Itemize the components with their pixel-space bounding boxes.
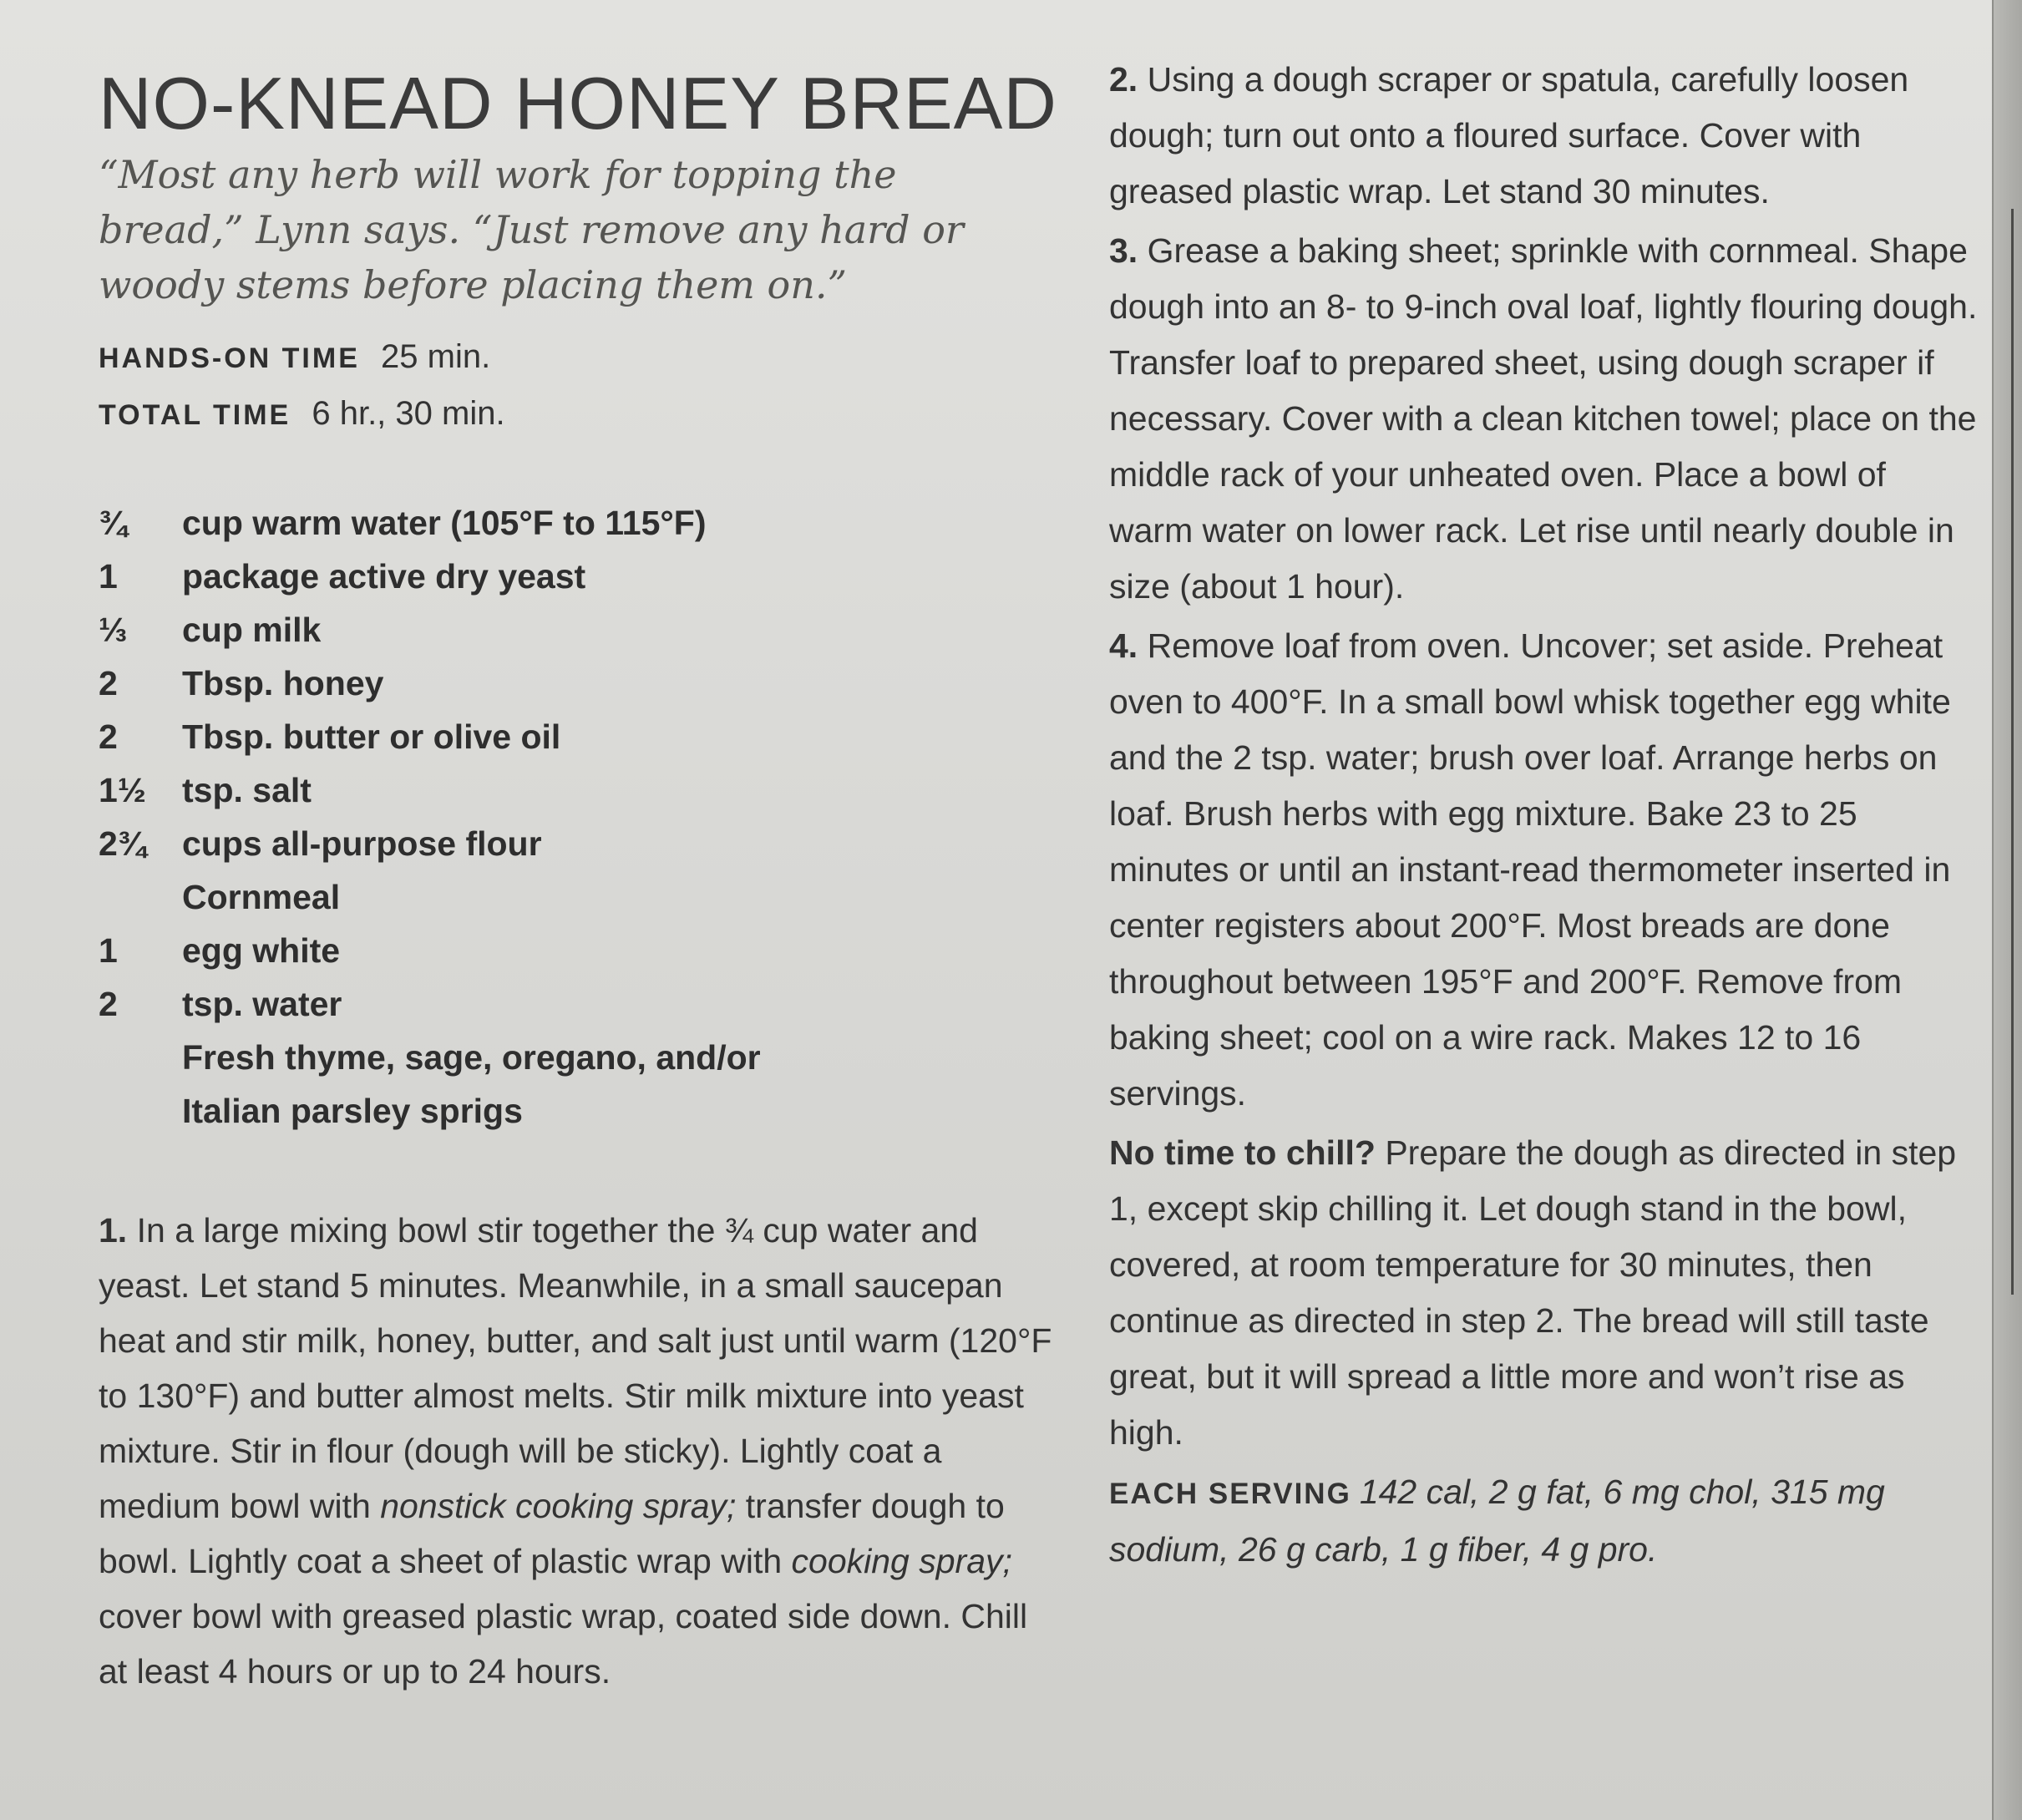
nutrition-info (1109, 1464, 1978, 1578)
ingredient-name: tsp. water (182, 985, 342, 1024)
step-3-text: Grease a baking sheet; sprinkle with cornmeal. Shape dough into an 8- to 9-inch oval loaf, lightly flouring dough. Transfer loaf to prepared sheet, using dough scraper if necessary. Cover with a clean kitchen towel; place on the middle rack of your unheated oven. Place a bowl of warm water on lower rack. Let rise until nearly double in size (about 1 hour). (1109, 231, 1978, 606)
ingredient-name: Cornmeal (182, 878, 341, 917)
ingredient-qty: 1½ (99, 771, 146, 810)
ingredient-name: Tbsp. honey (182, 664, 384, 703)
step-1-text-a: In a large mixing bowl stir together the ¾ cup water and yeast. Let stand 5 minutes. Meanwhile, in a small saucepan heat and stir milk, honey, butter, and salt just until warm (120°F to 130°F) and butter almost melts. Stir milk mixture into yeast mixture. Stir in flour (dough will be sticky). Lightly coat a medium bowl with (99, 1211, 1052, 1526)
right-column (1109, 52, 1978, 1581)
ingredient-name: cup warm water (105°F to 115°F) (182, 504, 707, 543)
ingredient-qty (99, 1084, 182, 1138)
ingredient-item (99, 977, 1059, 1031)
nutrition-text: 142 cal, 2 g fat, 6 mg chol, 315 mg sodium, 26 g carb, 1 g fiber, 4 g pro. (1109, 1473, 1885, 1569)
ingredient-qty: 2¾ (99, 824, 146, 864)
step-2-number: 2. (1109, 60, 1138, 99)
step-1 (99, 1203, 1059, 1699)
ingredient-item (99, 710, 1059, 763)
ingredient-item (99, 924, 1059, 977)
step-1-emphasis-a: nonstick cooking spray; (380, 1487, 737, 1526)
ingredient-qty (99, 1031, 182, 1084)
ingredient-qty: 1 (99, 557, 118, 596)
tip-text: Prepare the dough as directed in step 1, except skip chilling it. Let dough stand in the bowl, covered, at room temperature for 30 minutes, then continue as directed in step 2. The bread will still taste great, but it will spread a little more and won’t rise as high. (1109, 1133, 1957, 1452)
recipe-title: NO-KNEAD HONEY BREAD (99, 62, 1057, 144)
ingredient-qty: 2 (99, 664, 118, 703)
ingredient-item (99, 603, 1059, 657)
step-1-text-b: transfer dough to bowl. Lightly coat a sheet of plastic wrap with (99, 1487, 1005, 1581)
step-3 (1109, 223, 1978, 615)
ingredient-item (99, 1084, 1059, 1138)
step-2 (1109, 52, 1978, 220)
recipe-quote: “Most any herb will work for topping the bread,” Lynn says. “Just remove any hard or woody stems before placing them on.” (99, 152, 964, 308)
ingredient-name: Fresh thyme, sage, oregano, and/or (182, 1038, 761, 1077)
ingredient-qty (99, 870, 182, 924)
ingredient-name: egg white (182, 931, 341, 971)
step-3-number: 3. (1109, 231, 1138, 270)
hands-on-time-row (99, 329, 1059, 386)
ingredient-name: tsp. salt (182, 771, 312, 810)
step-1-text-c: cover bowl with greased plastic wrap, coated side down. Chill at least 4 hours or up to 24 hours. (99, 1597, 1028, 1691)
ingredient-qty: ¾ (99, 504, 128, 543)
total-time-value: 6 hr., 30 min. (312, 395, 505, 433)
step-2-text: Using a dough scraper or spatula, carefully loosen dough; turn out onto a floured surface. Cover with greased plastic wrap. Let stand 30 minutes. (1109, 60, 1909, 210)
tip-paragraph (1109, 1125, 1978, 1461)
column-rule (2011, 209, 2014, 1295)
ingredient-name: Italian parsley sprigs (182, 1092, 523, 1131)
ingredient-name: cups all-purpose flour (182, 824, 542, 864)
left-column (99, 62, 1059, 1733)
tip-title: No time to chill? (1109, 1133, 1376, 1172)
ingredient-list (99, 496, 1059, 1138)
ingredient-item (99, 763, 1059, 817)
step-1-emphasis-b: cooking spray; (791, 1542, 1012, 1581)
step-4-text: Remove loaf from oven. Uncover; set aside. Preheat oven to 400°F. In a small bowl whisk together egg white and the 2 tsp. water; brush over loaf. Arrange herbs on loaf. Brush herbs with egg mixture. Bake 23 to 25 minutes or until an instant-read thermometer inserted in center registers about 200°F. Most breads are done throughout between 195°F and 200°F. Remove from baking sheet; cool on a wire rack. Makes 12 to 16 servings. (1109, 626, 1951, 1113)
ingredient-item (99, 817, 1059, 870)
step-1-number: 1. (99, 1211, 128, 1250)
ingredient-qty: 2 (99, 985, 118, 1024)
page-spine (1992, 0, 2022, 1820)
total-time-row (99, 386, 1059, 443)
step-4 (1109, 618, 1978, 1122)
ingredient-name: package active dry yeast (182, 557, 586, 596)
nutrition-label: EACH SERVING (1109, 1478, 1351, 1510)
ingredient-item (99, 657, 1059, 710)
ingredient-item (99, 870, 1059, 924)
total-time-label: TOTAL TIME (99, 399, 291, 432)
ingredient-item (99, 550, 1059, 603)
ingredient-qty: 1 (99, 931, 118, 971)
ingredient-item (99, 1031, 1059, 1084)
ingredient-name: Tbsp. butter or olive oil (182, 717, 561, 757)
ingredient-item (99, 496, 1059, 550)
ingredient-qty: ⅓ (99, 611, 128, 650)
step-4-number: 4. (1109, 626, 1138, 665)
ingredient-qty: 2 (99, 717, 118, 757)
ingredient-name: cup milk (182, 611, 322, 650)
hands-on-time-label: HANDS-ON TIME (99, 342, 360, 375)
hands-on-time-value: 25 min. (381, 338, 491, 376)
